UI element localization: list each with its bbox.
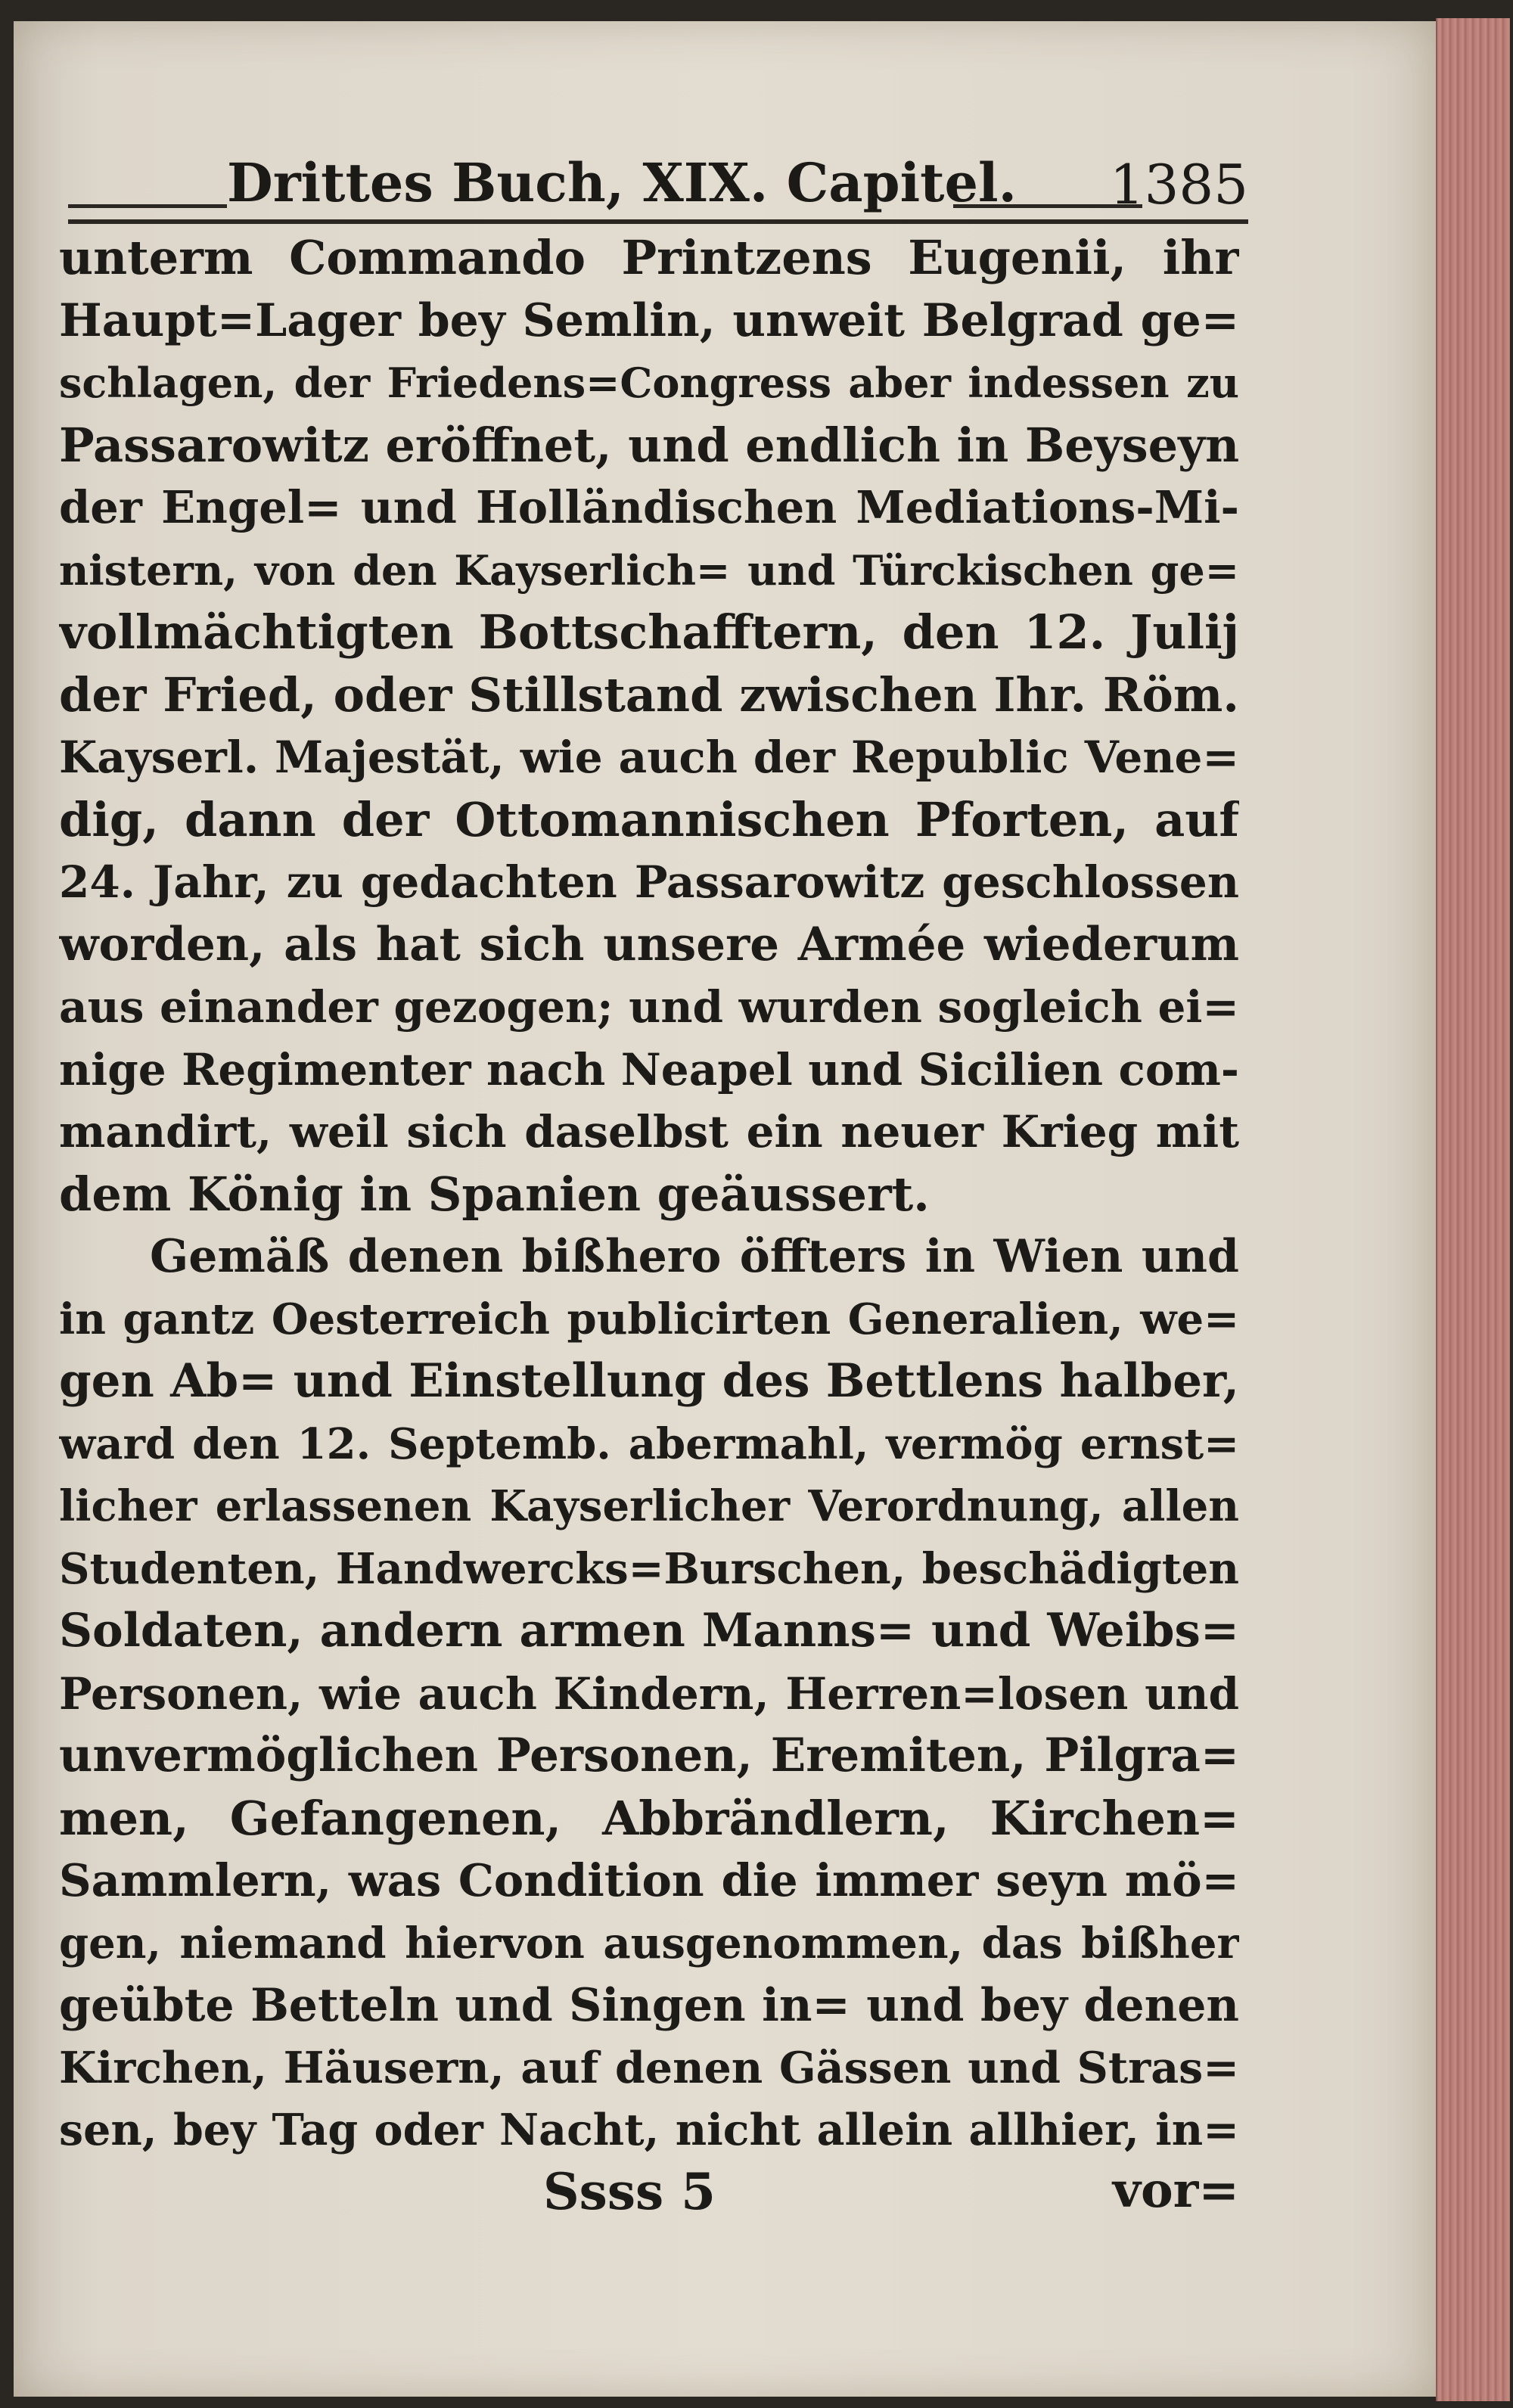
text-line: nistern, von den Kayserlich= und Türckischen ge= — [59, 545, 1239, 595]
text-line: gen Ab= und Einstellung des Bettlens halber, — [59, 1354, 1239, 1408]
page-edges — [1436, 18, 1510, 2401]
catchword: vor= — [1112, 2162, 1239, 2219]
text-line: geübte Betteln und Singen in= und bey denen — [59, 1979, 1239, 2032]
page-number: 1385 — [1109, 153, 1248, 216]
text-line: ward den 12. Septemb. abermahl, vermög ernst= — [59, 1418, 1239, 1469]
text-line: men, Gefangenen, Abbrändlern, Kirchen= — [59, 1790, 1239, 1846]
text-line: nige Regimenter nach Neapel und Sicilien com- — [59, 1043, 1239, 1095]
text-line: in gantz Oesterreich publicirten Generalien, we= — [59, 1294, 1239, 1344]
paragraph-end-line: dem König in Spanien geäussert. — [59, 1166, 930, 1222]
text-line: sen, bey Tag oder Nacht, nicht allein allhier, in= — [59, 2105, 1239, 2155]
text-line: Kayserl. Majestät, wie auch der Republic Vene= — [59, 732, 1239, 783]
running-header — [68, 144, 1248, 227]
text-line: licher erlassenen Kayserlicher Verordnung, allen — [59, 1481, 1239, 1531]
text-line: Studenten, Handwercks=Burschen, beschädigten — [59, 1543, 1239, 1594]
text-line: Kirchen, Häusern, auf denen Gässen und Stras= — [59, 2042, 1239, 2093]
text-line: Soldaten, andern armen Manns= und Weibs= — [59, 1604, 1239, 1658]
text-line: unvermöglichen Personen, Eremiten, Pilgra= — [59, 1729, 1239, 1782]
text-line: dig, dann der Ottomannischen Pforten, auf — [59, 791, 1239, 847]
text-line: mandirt, weil sich daselbst ein neuer Krieg mit — [59, 1106, 1239, 1157]
text-line: unterm Commando Printzens Eugenii, ihr — [59, 230, 1239, 285]
text-line: der Engel= und Holländischen Mediations-Mi- — [59, 481, 1239, 533]
text-line: worden, als hat sich unsere Armée wiederum — [59, 917, 1239, 971]
text-line: 24. Jahr, zu gedachten Passarowitz geschlossen — [59, 856, 1239, 908]
text-line: vollmächtigten Bottschafftern, den 12. Julij — [59, 604, 1239, 660]
header-rule-left — [68, 204, 227, 208]
text-line: Personen, wie auch Kindern, Herren=losen und — [59, 1667, 1239, 1720]
header-underline — [68, 219, 1248, 224]
paragraph-start-line: Gemäß denen bißhero öffters in Wien und — [150, 1230, 1239, 1283]
page-footer — [59, 2162, 1239, 2238]
text-line: Haupt=Lager bey Semlin, unweit Belgrad ge= — [59, 294, 1239, 347]
text-line: schlagen, der Friedens=Congress aber indessen zu — [59, 359, 1239, 407]
running-title: Drittes Buch, XIX. Capitel. — [227, 151, 1017, 214]
text-line: Passarowitz eröffnet, und endlich in Beyseyn — [59, 417, 1239, 473]
text-line: aus einander gezogen; und wurden sogleich ei= — [59, 981, 1239, 1033]
text-line: der Fried, oder Stillstand zwischen Ihr. Röm. — [59, 666, 1239, 722]
signature-mark: Ssss 5 — [543, 2162, 716, 2221]
body-text — [59, 227, 1239, 2162]
text-line: gen, niemand hiervon ausgenommen, das bißher — [59, 1918, 1239, 1968]
text-line: Sammlern, was Condition die immer seyn mö= — [59, 1854, 1239, 1906]
